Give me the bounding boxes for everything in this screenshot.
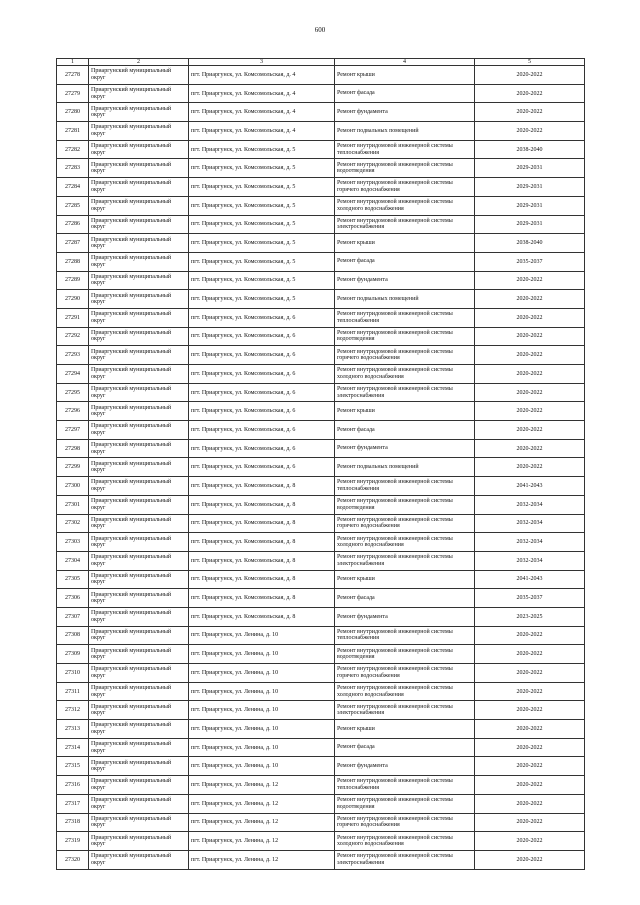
address-cell: пгт. Приаргунск, ул. Комсомольская, д. 5: [189, 159, 335, 178]
row-number-cell: 27305: [57, 570, 89, 589]
period-cell: 2035-2037: [475, 589, 585, 608]
work-type-cell: Ремонт крыши: [335, 402, 475, 421]
row-number-cell: 27283: [57, 159, 89, 178]
work-type-cell: Ремонт внутридомовой инженерной системы электроснабжения: [335, 215, 475, 234]
municipality-cell: Приаргунский муниципальный округ: [89, 252, 189, 271]
table-row: [57, 402, 585, 421]
work-type-cell: Ремонт внутридомовой инженерной системы теплоснабжения: [335, 776, 475, 795]
row-number-cell: 27280: [57, 103, 89, 122]
municipality-cell: Приаргунский муниципальный округ: [89, 738, 189, 757]
work-type-cell: Ремонт внутридомовой инженерной системы водоотведения: [335, 159, 475, 178]
municipality-cell: Приаргунский муниципальный округ: [89, 495, 189, 514]
table-row: [57, 832, 585, 851]
municipality-cell: Приаргунский муниципальный округ: [89, 439, 189, 458]
period-cell: 2041-2043: [475, 570, 585, 589]
work-type-cell: Ремонт внутридомовой инженерной системы холодного водоснабжения: [335, 832, 475, 851]
table-row: [57, 140, 585, 159]
municipality-cell: Приаргунский муниципальный округ: [89, 589, 189, 608]
table-row: [57, 365, 585, 384]
table-row: [57, 589, 585, 608]
municipality-cell: Приаргунский муниципальный округ: [89, 533, 189, 552]
municipality-cell: Приаргунский муниципальный округ: [89, 720, 189, 739]
table-row: [57, 252, 585, 271]
table-row: [57, 327, 585, 346]
address-cell: пгт. Приаргунск, ул. Комсомольская, д. 8: [189, 477, 335, 496]
row-number-cell: 27308: [57, 626, 89, 645]
period-cell: 2020-2022: [475, 776, 585, 795]
municipality-cell: Приаргунский муниципальный округ: [89, 645, 189, 664]
municipality-cell: Приаргунский муниципальный округ: [89, 626, 189, 645]
municipality-cell: Приаргунский муниципальный округ: [89, 701, 189, 720]
address-cell: пгт. Приаргунск, ул. Комсомольская, д. 6: [189, 439, 335, 458]
period-cell: 2032-2034: [475, 533, 585, 552]
table-row: [57, 383, 585, 402]
row-number-cell: 27293: [57, 346, 89, 365]
period-cell: 2035-2037: [475, 252, 585, 271]
table-row: [57, 290, 585, 309]
address-cell: пгт. Приаргунск, ул. Комсомольская, д. 6: [189, 402, 335, 421]
address-cell: пгт. Приаргунск, ул. Ленина, д. 10: [189, 626, 335, 645]
row-number-cell: 27311: [57, 682, 89, 701]
period-cell: 2020-2022: [475, 701, 585, 720]
period-cell: 2020-2022: [475, 439, 585, 458]
row-number-cell: 27316: [57, 776, 89, 795]
period-cell: 2020-2022: [475, 271, 585, 290]
address-cell: пгт. Приаргунск, ул. Комсомольская, д. 6: [189, 458, 335, 477]
address-cell: пгт. Приаргунск, ул. Комсомольская, д. 8: [189, 607, 335, 626]
address-cell: пгт. Приаргунск, ул. Комсомольская, д. 4: [189, 66, 335, 85]
table-row: [57, 458, 585, 477]
work-type-cell: Ремонт фундамента: [335, 757, 475, 776]
period-cell: 2020-2022: [475, 383, 585, 402]
work-type-cell: Ремонт крыши: [335, 66, 475, 85]
table-row: [57, 533, 585, 552]
work-type-cell: Ремонт внутридомовой инженерной системы электроснабжения: [335, 850, 475, 869]
address-cell: пгт. Приаргунск, ул. Ленина, д. 10: [189, 682, 335, 701]
period-cell: 2020-2022: [475, 365, 585, 384]
row-number-cell: 27292: [57, 327, 89, 346]
period-cell: 2020-2022: [475, 103, 585, 122]
table-row: [57, 607, 585, 626]
period-cell: 2020-2022: [475, 682, 585, 701]
address-cell: пгт. Приаргунск, ул. Комсомольская, д. 5: [189, 271, 335, 290]
address-cell: пгт. Приаргунск, ул. Ленина, д. 10: [189, 720, 335, 739]
municipality-cell: Приаргунский муниципальный округ: [89, 682, 189, 701]
municipality-cell: Приаргунский муниципальный округ: [89, 402, 189, 421]
row-number-cell: 27313: [57, 720, 89, 739]
table-row: [57, 477, 585, 496]
address-cell: пгт. Приаргунск, ул. Комсомольская, д. 6: [189, 383, 335, 402]
row-number-cell: 27285: [57, 196, 89, 215]
municipality-cell: Приаргунский муниципальный округ: [89, 551, 189, 570]
row-number-cell: 27294: [57, 365, 89, 384]
address-cell: пгт. Приаргунск, ул. Комсомольская, д. 5: [189, 252, 335, 271]
row-number-cell: 27278: [57, 66, 89, 85]
row-number-cell: 27295: [57, 383, 89, 402]
table-row: [57, 738, 585, 757]
header-col-5: 5: [475, 59, 585, 66]
work-type-cell: Ремонт фасада: [335, 589, 475, 608]
work-type-cell: Ремонт внутридомовой инженерной системы электроснабжения: [335, 383, 475, 402]
table-row: [57, 103, 585, 122]
municipality-cell: Приаргунский муниципальный округ: [89, 140, 189, 159]
work-type-cell: Ремонт фасада: [335, 252, 475, 271]
row-number-cell: 27315: [57, 757, 89, 776]
period-cell: 2020-2022: [475, 664, 585, 683]
municipality-cell: Приаргунский муниципальный округ: [89, 383, 189, 402]
table-row: [57, 682, 585, 701]
address-cell: пгт. Приаргунск, ул. Ленина, д. 10: [189, 664, 335, 683]
work-type-cell: Ремонт внутридомовой инженерной системы холодного водоснабжения: [335, 365, 475, 384]
municipality-cell: Приаргунский муниципальный округ: [89, 271, 189, 290]
row-number-cell: 27307: [57, 607, 89, 626]
table-row: [57, 776, 585, 795]
row-number-cell: 27300: [57, 477, 89, 496]
municipality-cell: Приаргунский муниципальный округ: [89, 346, 189, 365]
address-cell: пгт. Приаргунск, ул. Комсомольская, д. 8: [189, 570, 335, 589]
row-number-cell: 27299: [57, 458, 89, 477]
page-number: 600: [314, 26, 326, 34]
address-cell: пгт. Приаргунск, ул. Комсомольская, д. 6: [189, 327, 335, 346]
row-number-cell: 27312: [57, 701, 89, 720]
row-number-cell: 27317: [57, 794, 89, 813]
address-cell: пгт. Приаргунск, ул. Комсомольская, д. 5: [189, 178, 335, 197]
municipality-cell: Приаргунский муниципальный округ: [89, 365, 189, 384]
table-row: [57, 626, 585, 645]
period-cell: 2020-2022: [475, 327, 585, 346]
period-cell: 2020-2022: [475, 458, 585, 477]
work-type-cell: Ремонт внутридомовой инженерной системы горячего водоснабжения: [335, 514, 475, 533]
table-row: [57, 850, 585, 869]
row-number-cell: 27298: [57, 439, 89, 458]
municipality-cell: Приаргунский муниципальный округ: [89, 159, 189, 178]
work-type-cell: Ремонт подвальных помещений: [335, 290, 475, 309]
municipality-cell: Приаргунский муниципальный округ: [89, 570, 189, 589]
period-cell: 2020-2022: [475, 738, 585, 757]
table-row: [57, 645, 585, 664]
municipality-cell: Приаргунский муниципальный округ: [89, 421, 189, 440]
work-type-cell: Ремонт внутридомовой инженерной системы водоотведения: [335, 327, 475, 346]
period-cell: 2020-2022: [475, 757, 585, 776]
work-type-cell: Ремонт фасада: [335, 84, 475, 103]
municipality-cell: Приаргунский муниципальный округ: [89, 215, 189, 234]
work-type-cell: Ремонт внутридомовой инженерной системы холодного водоснабжения: [335, 196, 475, 215]
work-type-cell: Ремонт внутридомовой инженерной системы горячего водоснабжения: [335, 664, 475, 683]
header-row: [57, 59, 585, 66]
municipality-cell: Приаргунский муниципальный округ: [89, 607, 189, 626]
table-body: [57, 66, 585, 870]
work-type-cell: Ремонт внутридомовой инженерной системы теплоснабжения: [335, 626, 475, 645]
address-cell: пгт. Приаргунск, ул. Комсомольская, д. 6: [189, 421, 335, 440]
address-cell: пгт. Приаргунск, ул. Комсомольская, д. 5: [189, 140, 335, 159]
row-number-cell: 27320: [57, 850, 89, 869]
table-row: [57, 271, 585, 290]
row-number-cell: 27279: [57, 84, 89, 103]
header-col-2: 2: [89, 59, 189, 66]
period-cell: 2029-2031: [475, 196, 585, 215]
row-number-cell: 27309: [57, 645, 89, 664]
address-cell: пгт. Приаргунск, ул. Ленина, д. 10: [189, 701, 335, 720]
work-type-cell: Ремонт крыши: [335, 570, 475, 589]
address-cell: пгт. Приаргунск, ул. Комсомольская, д. 5: [189, 234, 335, 253]
row-number-cell: 27289: [57, 271, 89, 290]
header-col-1: 1: [57, 59, 89, 66]
address-cell: пгт. Приаргунск, ул. Ленина, д. 12: [189, 850, 335, 869]
work-type-cell: Ремонт фасада: [335, 421, 475, 440]
period-cell: 2020-2022: [475, 346, 585, 365]
row-number-cell: 27304: [57, 551, 89, 570]
work-type-cell: Ремонт фасада: [335, 738, 475, 757]
work-type-cell: Ремонт внутридомовой инженерной системы теплоснабжения: [335, 308, 475, 327]
table-row: [57, 84, 585, 103]
work-type-cell: Ремонт внутридомовой инженерной системы горячего водоснабжения: [335, 813, 475, 832]
row-number-cell: 27302: [57, 514, 89, 533]
table-row: [57, 346, 585, 365]
municipality-cell: Приаргунский муниципальный округ: [89, 757, 189, 776]
table-row: [57, 421, 585, 440]
address-cell: пгт. Приаргунск, ул. Комсомольская, д. 6: [189, 346, 335, 365]
table-row: [57, 514, 585, 533]
work-type-cell: Ремонт внутридомовой инженерной системы водоотведения: [335, 794, 475, 813]
work-type-cell: Ремонт внутридомовой инженерной системы электроснабжения: [335, 701, 475, 720]
row-number-cell: 27291: [57, 308, 89, 327]
table-row: [57, 664, 585, 683]
address-cell: пгт. Приаргунск, ул. Ленина, д. 12: [189, 832, 335, 851]
municipality-cell: Приаргунский муниципальный округ: [89, 178, 189, 197]
municipality-cell: Приаргунский муниципальный округ: [89, 122, 189, 141]
address-cell: пгт. Приаргунск, ул. Комсомольская, д. 6: [189, 365, 335, 384]
table-row: [57, 159, 585, 178]
municipality-cell: Приаргунский муниципальный округ: [89, 832, 189, 851]
address-cell: пгт. Приаргунск, ул. Ленина, д. 12: [189, 813, 335, 832]
work-type-cell: Ремонт фундамента: [335, 271, 475, 290]
row-number-cell: 27290: [57, 290, 89, 309]
table-row: [57, 794, 585, 813]
address-cell: пгт. Приаргунск, ул. Комсомольская, д. 4: [189, 122, 335, 141]
row-number-cell: 27287: [57, 234, 89, 253]
table-row: [57, 196, 585, 215]
table-header: [57, 59, 585, 66]
address-cell: пгт. Приаргунск, ул. Ленина, д. 10: [189, 738, 335, 757]
header-col-4: 4: [335, 59, 475, 66]
period-cell: 2020-2022: [475, 66, 585, 85]
period-cell: 2020-2022: [475, 421, 585, 440]
table-row: [57, 495, 585, 514]
row-number-cell: 27288: [57, 252, 89, 271]
municipality-cell: Приаргунский муниципальный округ: [89, 290, 189, 309]
municipality-cell: Приаргунский муниципальный округ: [89, 103, 189, 122]
period-cell: 2038-2040: [475, 234, 585, 253]
row-number-cell: 27301: [57, 495, 89, 514]
municipality-cell: Приаргунский муниципальный округ: [89, 813, 189, 832]
period-cell: 2020-2022: [475, 290, 585, 309]
work-type-cell: Ремонт подвальных помещений: [335, 122, 475, 141]
period-cell: 2020-2022: [475, 850, 585, 869]
municipality-cell: Приаргунский муниципальный округ: [89, 234, 189, 253]
municipality-cell: Приаргунский муниципальный округ: [89, 850, 189, 869]
table-row: [57, 178, 585, 197]
work-type-cell: Ремонт внутридомовой инженерной системы электроснабжения: [335, 551, 475, 570]
row-number-cell: 27318: [57, 813, 89, 832]
address-cell: пгт. Приаргунск, ул. Комсомольская, д. 8: [189, 495, 335, 514]
table-row: [57, 720, 585, 739]
period-cell: 2029-2031: [475, 159, 585, 178]
row-number-cell: 27286: [57, 215, 89, 234]
repair-schedule-table: [56, 58, 585, 870]
work-type-cell: Ремонт внутридомовой инженерной системы горячего водоснабжения: [335, 178, 475, 197]
period-cell: 2020-2022: [475, 308, 585, 327]
work-type-cell: Ремонт крыши: [335, 234, 475, 253]
work-type-cell: Ремонт внутридомовой инженерной системы водоотведения: [335, 645, 475, 664]
period-cell: 2020-2022: [475, 720, 585, 739]
address-cell: пгт. Приаргунск, ул. Комсомольская, д. 4: [189, 84, 335, 103]
work-type-cell: Ремонт фундамента: [335, 103, 475, 122]
municipality-cell: Приаргунский муниципальный округ: [89, 776, 189, 795]
row-number-cell: 27310: [57, 664, 89, 683]
work-type-cell: Ремонт внутридомовой инженерной системы теплоснабжения: [335, 477, 475, 496]
municipality-cell: Приаргунский муниципальный округ: [89, 327, 189, 346]
period-cell: 2020-2022: [475, 813, 585, 832]
period-cell: 2032-2034: [475, 495, 585, 514]
address-cell: пгт. Приаргунск, ул. Комсомольская, д. 8: [189, 514, 335, 533]
row-number-cell: 27306: [57, 589, 89, 608]
table-row: [57, 308, 585, 327]
table-row: [57, 66, 585, 85]
period-cell: 2023-2025: [475, 607, 585, 626]
address-cell: пгт. Приаргунск, ул. Комсомольская, д. 4: [189, 103, 335, 122]
address-cell: пгт. Приаргунск, ул. Комсомольская, д. 8: [189, 533, 335, 552]
period-cell: 2020-2022: [475, 84, 585, 103]
period-cell: 2038-2040: [475, 140, 585, 159]
municipality-cell: Приаргунский муниципальный округ: [89, 308, 189, 327]
address-cell: пгт. Приаргунск, ул. Ленина, д. 10: [189, 645, 335, 664]
period-cell: 2020-2022: [475, 794, 585, 813]
row-number-cell: 27319: [57, 832, 89, 851]
address-cell: пгт. Приаргунск, ул. Ленина, д. 12: [189, 794, 335, 813]
work-type-cell: Ремонт внутридомовой инженерной системы водоотведения: [335, 495, 475, 514]
work-type-cell: Ремонт крыши: [335, 720, 475, 739]
table-row: [57, 570, 585, 589]
address-cell: пгт. Приаргунск, ул. Комсомольская, д. 5: [189, 196, 335, 215]
municipality-cell: Приаргунский муниципальный округ: [89, 458, 189, 477]
period-cell: 2020-2022: [475, 402, 585, 421]
municipality-cell: Приаргунский муниципальный округ: [89, 477, 189, 496]
address-cell: пгт. Приаргунск, ул. Ленина, д. 12: [189, 776, 335, 795]
work-type-cell: Ремонт внутридомовой инженерной системы холодного водоснабжения: [335, 533, 475, 552]
work-type-cell: Ремонт фундамента: [335, 607, 475, 626]
municipality-cell: Приаргунский муниципальный округ: [89, 514, 189, 533]
table-row: [57, 701, 585, 720]
address-cell: пгт. Приаргунск, ул. Ленина, д. 10: [189, 757, 335, 776]
row-number-cell: 27281: [57, 122, 89, 141]
row-number-cell: 27284: [57, 178, 89, 197]
municipality-cell: Приаргунский муниципальный округ: [89, 66, 189, 85]
table-row: [57, 234, 585, 253]
table-row: [57, 215, 585, 234]
table-row: [57, 757, 585, 776]
row-number-cell: 27297: [57, 421, 89, 440]
row-number-cell: 27303: [57, 533, 89, 552]
address-cell: пгт. Приаргунск, ул. Комсомольская, д. 6: [189, 308, 335, 327]
row-number-cell: 27314: [57, 738, 89, 757]
work-type-cell: Ремонт фундамента: [335, 439, 475, 458]
address-cell: пгт. Приаргунск, ул. Комсомольская, д. 8: [189, 551, 335, 570]
row-number-cell: 27296: [57, 402, 89, 421]
period-cell: 2029-2031: [475, 178, 585, 197]
period-cell: 2029-2031: [475, 215, 585, 234]
municipality-cell: Приаргунский муниципальный округ: [89, 84, 189, 103]
period-cell: 2032-2034: [475, 514, 585, 533]
period-cell: 2020-2022: [475, 122, 585, 141]
period-cell: 2020-2022: [475, 645, 585, 664]
municipality-cell: Приаргунский муниципальный округ: [89, 664, 189, 683]
period-cell: 2032-2034: [475, 551, 585, 570]
work-type-cell: Ремонт внутридомовой инженерной системы горячего водоснабжения: [335, 346, 475, 365]
table-row: [57, 813, 585, 832]
work-type-cell: Ремонт подвальных помещений: [335, 458, 475, 477]
period-cell: 2041-2043: [475, 477, 585, 496]
address-cell: пгт. Приаргунск, ул. Комсомольская, д. 8: [189, 589, 335, 608]
period-cell: 2020-2022: [475, 626, 585, 645]
work-type-cell: Ремонт внутридомовой инженерной системы теплоснабжения: [335, 140, 475, 159]
table-row: [57, 439, 585, 458]
work-type-cell: Ремонт внутридомовой инженерной системы холодного водоснабжения: [335, 682, 475, 701]
address-cell: пгт. Приаргунск, ул. Комсомольская, д. 5: [189, 290, 335, 309]
municipality-cell: Приаргунский муниципальный округ: [89, 794, 189, 813]
table-row: [57, 122, 585, 141]
row-number-cell: 27282: [57, 140, 89, 159]
municipality-cell: Приаргунский муниципальный округ: [89, 196, 189, 215]
period-cell: 2020-2022: [475, 832, 585, 851]
header-col-3: 3: [189, 59, 335, 66]
table-row: [57, 551, 585, 570]
address-cell: пгт. Приаргунск, ул. Комсомольская, д. 5: [189, 215, 335, 234]
